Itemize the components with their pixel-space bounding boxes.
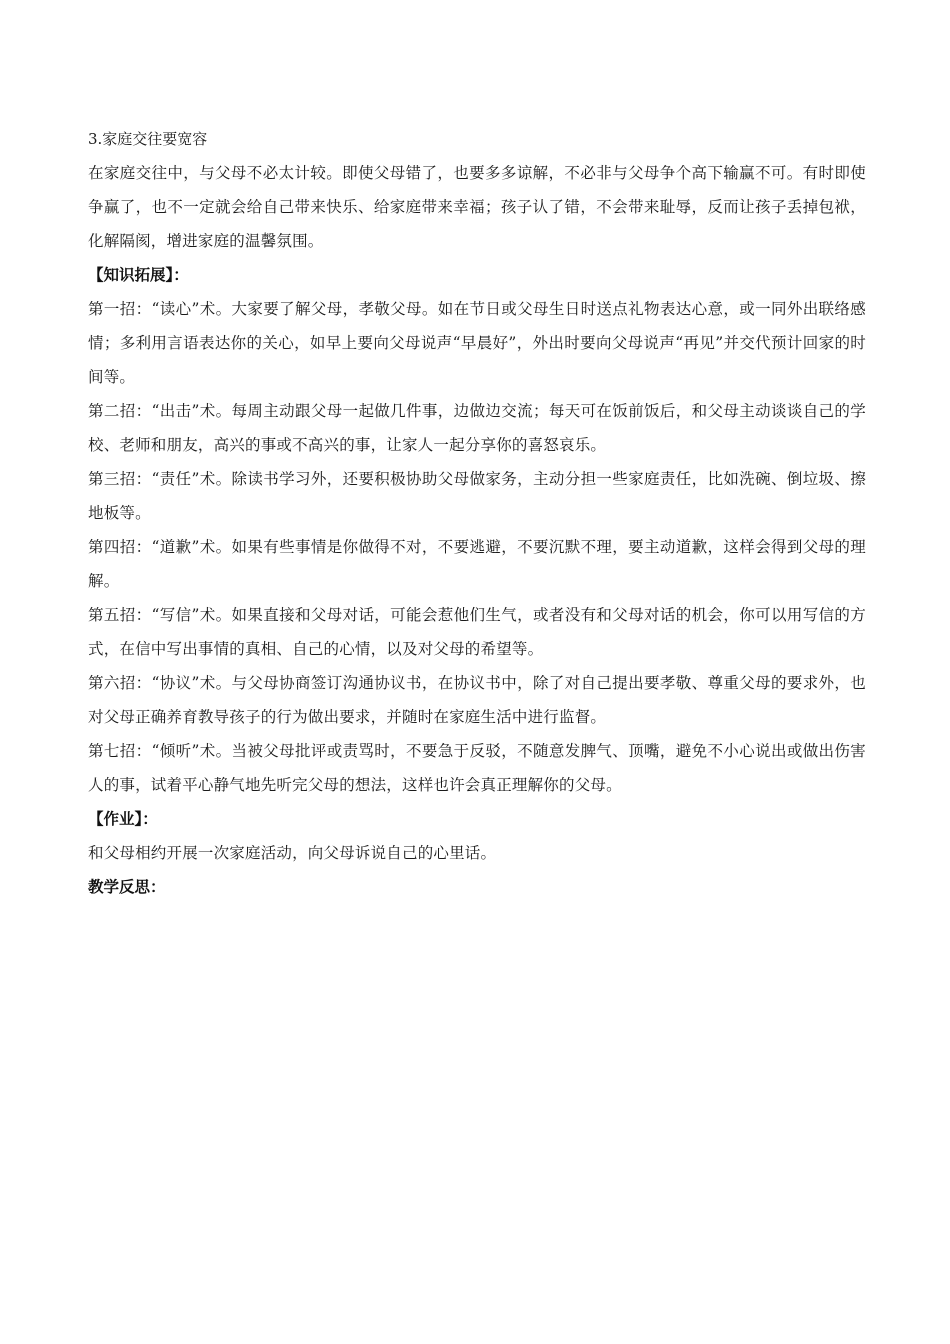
knowledge-heading: 【知识拓展】： bbox=[88, 266, 189, 284]
section-3-title: 3.家庭交往要宽容 bbox=[88, 130, 208, 148]
knowledge-item-3: 第三招：“责任”术。除读书学习外，还要积极协助父母做家务，主动分担一些家庭责任，比如洗碗、倒垃圾、擦地板等。 bbox=[88, 470, 866, 522]
knowledge-item-7: 第七招：“倾听”术。当被父母批评或责骂时，不要急于反驳，不随意发脾气、顶嘴，避免不小心说出或做出伤害人的事，试着平心静气地先听完父母的想法，这样也许会真正理解你的父母。 bbox=[88, 742, 866, 794]
knowledge-item-5: 第五招：“写信”术。如果直接和父母对话，可能会惹他们生气，或者没有和父母对话的机会，你可以用写信的方式，在信中写出事情的真相、自己的心情，以及对父母的希望等。 bbox=[88, 606, 866, 658]
homework-heading: 【作业】： bbox=[88, 810, 158, 828]
knowledge-item-1: 第一招：“读心”术。大家要了解父母，孝敬父母。如在节日或父母生日时送点礼物表达心意，或一同外出联络感情；多利用言语表达你的关心，如早上要向父母说声“早晨好”，外出时要向父母说声“再见”并交代预计回家的时间等。 bbox=[88, 300, 866, 386]
knowledge-item-6: 第六招：“协议”术。与父母协商签订沟通协议书，在协议书中，除了对自己提出要孝敬、尊重父母的要求外，也对父母正确养育教导孩子的行为做出要求，并随时在家庭生活中进行监督。 bbox=[88, 674, 866, 726]
reflection-heading: 教学反思： bbox=[88, 878, 166, 896]
knowledge-item-2: 第二招：“出击”术。每周主动跟父母一起做几件事，边做边交流；每天可在饭前饭后，和父母主动谈谈自己的学校、老师和朋友，高兴的事或不高兴的事，让家人一起分享你的喜怒哀乐。 bbox=[88, 402, 866, 454]
section-3-body: 在家庭交往中，与父母不必太计较。即使父母错了，也要多多谅解，不必非与父母争个高下输赢不可。有时即使争赢了，也不一定就会给自己带来快乐、给家庭带来幸福；孩子认了错，不会带来耻辱，反而让孩子丢掉包袱，化解隔阂，增进家庭的温馨氛围。 bbox=[88, 164, 866, 250]
homework-body: 和父母相约开展一次家庭活动，向父母诉说自己的心里话。 bbox=[88, 844, 497, 862]
document-page bbox=[88, 122, 866, 904]
knowledge-item-4: 第四招：“道歉”术。如果有些事情是你做得不对，不要逃避，不要沉默不理，要主动道歉，这样会得到父母的理解。 bbox=[88, 538, 866, 590]
